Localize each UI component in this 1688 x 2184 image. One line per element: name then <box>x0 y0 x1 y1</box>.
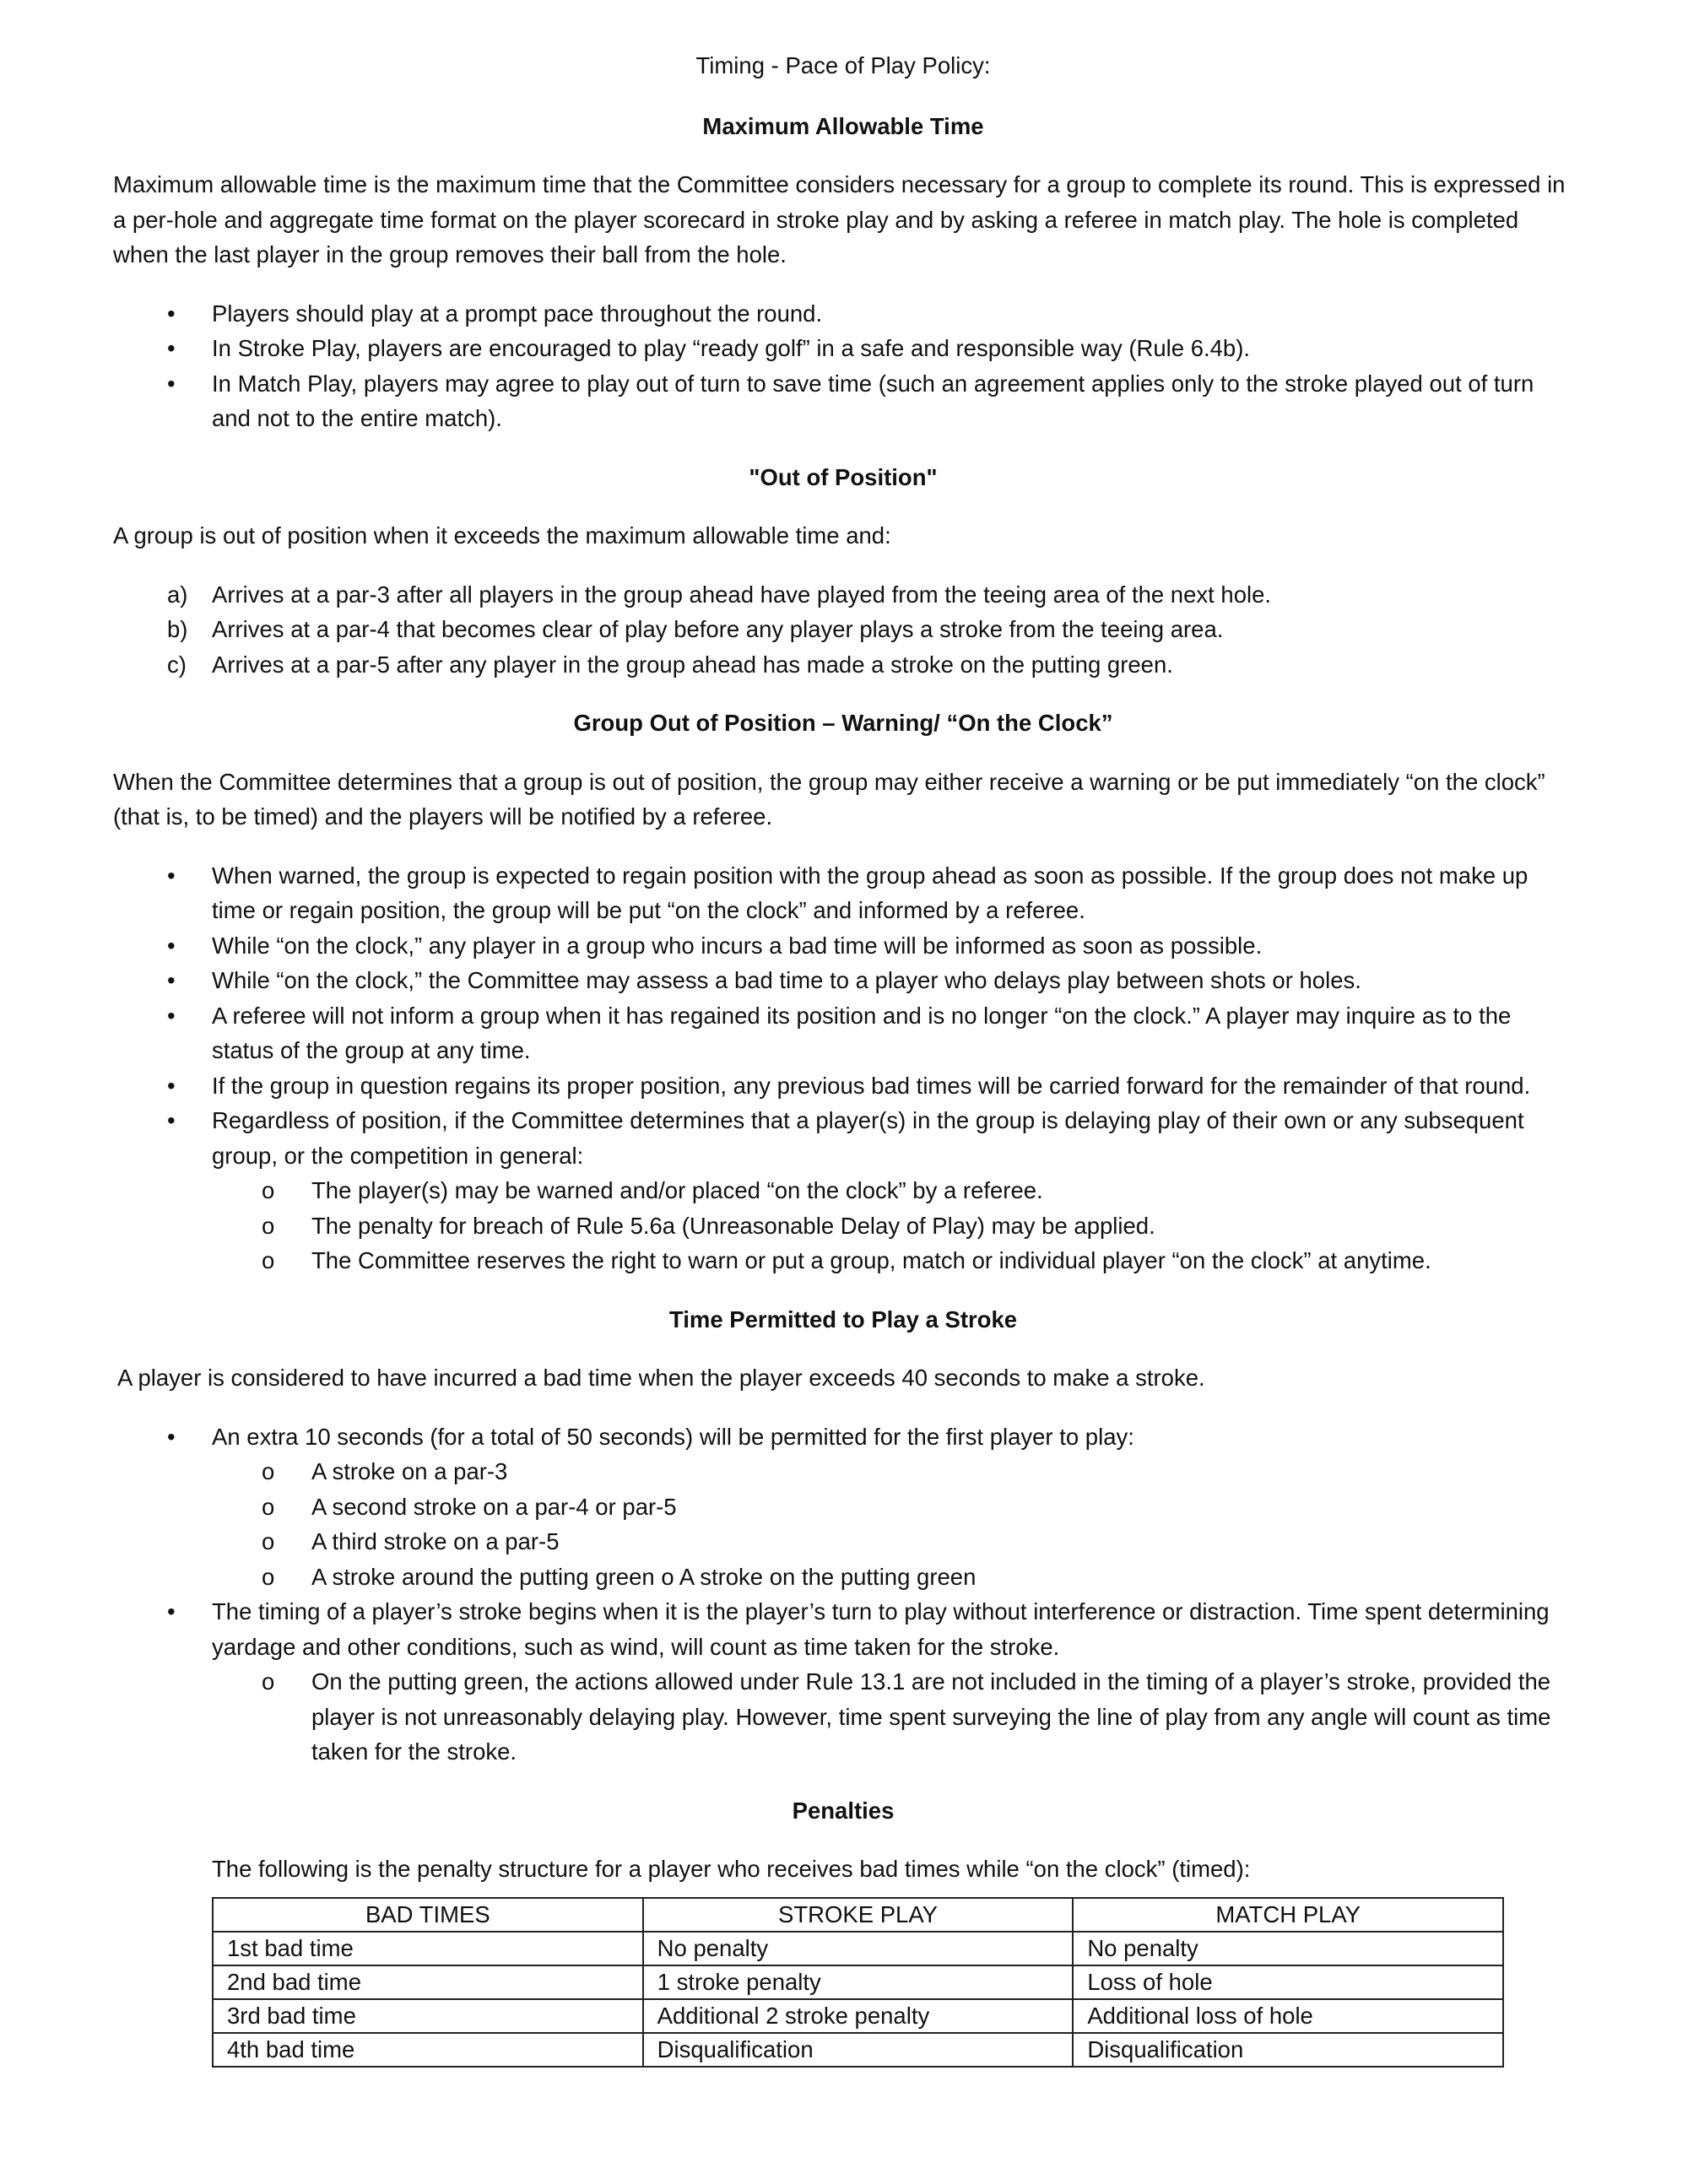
section-paragraph: A group is out of position when it exceeds the maximum allowable time and: <box>113 522 891 549</box>
circle-bullet-icon: o <box>262 1563 275 1590</box>
list-item <box>113 1594 1573 1664</box>
list-item <box>113 331 1573 366</box>
table-cell: 1st bad time <box>213 1932 643 1965</box>
section-penalties <box>113 1793 1573 2068</box>
table-cell: No penalty <box>643 1932 1074 1965</box>
section-heading: Maximum Allowable Time <box>702 112 984 139</box>
list-item-text: Arrives at a par-4 that becomes clear of play before any player plays a stroke from the teeing area. <box>212 616 1224 642</box>
table-cell: Disqualification <box>1073 2033 1503 2067</box>
table-cell: 1 stroke penalty <box>643 1965 1074 1999</box>
bullet-icon: • <box>167 300 176 327</box>
table-row <box>213 1965 1503 1999</box>
section-heading: Penalties <box>792 1797 895 1824</box>
list-item-text: While “on the clock,” the Committee may assess a bad time to a player who delays play between shots or holes. <box>212 967 1361 993</box>
table-cell: Additional loss of hole <box>1073 1999 1503 2033</box>
list-item <box>113 858 1573 928</box>
table-header-row <box>213 1898 1503 1932</box>
section-heading: Time Permitted to Play a Stroke <box>668 1306 1018 1333</box>
document-title: Timing - Pace of Play Policy: <box>695 52 991 78</box>
list-item-text: While “on the clock,” any player in a group who incurs a bad time will be informed as soon as possible. <box>212 932 1263 959</box>
table-cell: 3rd bad time <box>213 1999 643 2033</box>
list-item-text: When warned, the group is expected to regain position with the group ahead as soon as possible. If the group does not make up time or regain position, the group will be put “on the clock” and informed by a referee. <box>212 862 1528 923</box>
section-maximum-allowable-time <box>113 109 1573 436</box>
bullet-icon: • <box>167 1598 176 1624</box>
list-item-text: The player(s) may be warned and/or placed “on the clock” by a referee. <box>311 1177 1043 1203</box>
bullet-list <box>113 1419 1573 1770</box>
section-heading: Group Out of Position – Warning/ “On the Clock” <box>573 710 1113 736</box>
list-item-text: A referee will not inform a group when it has regained its position and is no longer “on the clock.” A player may inquire as to the status of the group at any time. <box>212 1002 1512 1063</box>
list-item-text: A stroke around the putting green o A stroke on the putting green <box>311 1563 977 1590</box>
circle-bullet-icon: o <box>262 1177 275 1203</box>
bullet-icon: • <box>167 967 176 993</box>
list-item-text: If the group in question regains its proper position, any previous bad times will be carried forward for the remainder of that round. <box>212 1072 1531 1099</box>
circle-bullet-icon: o <box>262 1212 275 1239</box>
sub-list-item <box>113 1524 1573 1560</box>
circle-bullet-icon: o <box>262 1493 275 1520</box>
table-cell: Disqualification <box>643 2033 1074 2067</box>
list-marker: a) <box>167 581 188 608</box>
list-item-text: A third stroke on a par-5 <box>311 1528 560 1554</box>
section-time-permitted <box>113 1302 1573 1770</box>
bullet-list <box>113 296 1573 436</box>
list-item <box>113 366 1573 436</box>
bullet-icon: • <box>167 1107 176 1133</box>
section-paragraph: The following is the penalty structure for a player who receives bad times while “on the clock” (timed): <box>212 1856 1251 1882</box>
list-item-text: A stroke on a par-3 <box>311 1458 508 1484</box>
list-item <box>113 296 1573 332</box>
section-paragraph: A player is considered to have incurred a bad time when the player exceeds 40 seconds to make a stroke. <box>117 1365 1205 1391</box>
circle-bullet-icon: o <box>262 1458 275 1484</box>
circle-bullet-icon: o <box>262 1668 275 1695</box>
table-cell: Additional 2 stroke penalty <box>643 1999 1074 2033</box>
section-paragraph: Maximum allowable time is the maximum time that the Committee considers necessary for a group to complete its round. This is expressed in a per-hole and aggregate time format on the player scorecard in stroke play and by asking a referee in match play. The hole is completed when the last player in the group removes their ball from the hole. <box>113 171 1566 268</box>
list-item-text: A second stroke on a par-4 or par-5 <box>311 1493 677 1520</box>
list-item <box>113 647 1573 683</box>
section-paragraph: When the Committee determines that a group is out of position, the group may either receive a warning or be put immediately “on the clock” (that is, to be timed) and the players will be notified by a referee. <box>113 768 1545 830</box>
bullet-list <box>113 858 1573 1279</box>
sub-list-item <box>113 1489 1573 1525</box>
document-page <box>113 48 1573 2068</box>
list-item-text: Arrives at a par-3 after all players in the group ahead have played from the teeing area of the next hole. <box>212 581 1272 608</box>
list-item-text: On the putting green, the actions allowed under Rule 13.1 are not included in the timing of a player’s stroke, provided the player is not unreasonably delaying play. However, time spent surveying the line of play from any angle will count as time taken for the stroke. <box>311 1668 1551 1765</box>
section-warning-on-the-clock <box>113 705 1573 1279</box>
list-item-text: In Match Play, players may agree to play out of turn to save time (such an agreement applies only to the stroke played out of turn and not to the entire match). <box>212 370 1534 431</box>
sub-list-item <box>113 1664 1573 1770</box>
list-item <box>113 1419 1573 1455</box>
table-cell: 4th bad time <box>213 2033 643 2067</box>
list-item-text: An extra 10 seconds (for a total of 50 seconds) will be permitted for the first player to play: <box>212 1423 1134 1450</box>
table-row <box>213 1999 1503 2033</box>
list-item <box>113 928 1573 964</box>
list-item-text: The Committee reserves the right to warn or put a group, match or individual player “on the clock” at anytime. <box>311 1247 1431 1273</box>
column-header: MATCH PLAY <box>1073 1898 1503 1932</box>
table-row <box>213 1932 1503 1965</box>
section-heading: "Out of Position" <box>749 463 938 490</box>
sub-list-item <box>113 1243 1573 1279</box>
list-item-text: Players should play at a prompt pace throughout the round. <box>212 300 823 327</box>
list-item <box>113 1103 1573 1173</box>
table-cell: Loss of hole <box>1073 1965 1503 1999</box>
list-item-text: The timing of a player’s stroke begins when it is the player’s turn to play without interference or distraction. Time spent determining yardage and other conditions, such as wind, will count as time taken for the stroke. <box>212 1598 1550 1660</box>
column-header: BAD TIMES <box>213 1898 643 1932</box>
list-item-text: Regardless of position, if the Committee determines that a player(s) in the group is delaying play of their own or any subsequent group, or the competition in general: <box>212 1107 1524 1169</box>
bullet-icon: • <box>167 1072 176 1099</box>
lettered-list <box>113 577 1573 683</box>
list-marker: c) <box>167 651 187 678</box>
bullet-icon: • <box>167 335 176 361</box>
list-item-text: The penalty for breach of Rule 5.6a (Unreasonable Delay of Play) may be applied. <box>311 1212 1155 1239</box>
list-marker: b) <box>167 616 188 642</box>
bullet-icon: • <box>167 370 176 397</box>
column-header: STROKE PLAY <box>643 1898 1074 1932</box>
sub-list-item <box>113 1208 1573 1244</box>
bullet-icon: • <box>167 1002 176 1029</box>
list-item-text: Arrives at a par-5 after any player in the group ahead has made a stroke on the putting green. <box>212 651 1173 678</box>
bullet-icon: • <box>167 1423 176 1450</box>
penalty-table <box>212 1897 1504 2068</box>
sub-list-item <box>113 1173 1573 1208</box>
list-item <box>113 577 1573 613</box>
sub-list-item <box>113 1560 1573 1595</box>
circle-bullet-icon: o <box>262 1528 275 1554</box>
list-item-text: In Stroke Play, players are encouraged to play “ready golf” in a safe and responsible way (Rule 6.4b). <box>212 335 1251 361</box>
list-item <box>113 1068 1573 1104</box>
list-item <box>113 612 1573 647</box>
circle-bullet-icon: o <box>262 1247 275 1273</box>
table-row <box>213 2033 1503 2067</box>
bullet-icon: • <box>167 862 176 889</box>
bullet-icon: • <box>167 932 176 959</box>
list-item <box>113 963 1573 998</box>
sub-list-item <box>113 1454 1573 1489</box>
table-cell: No penalty <box>1073 1932 1503 1965</box>
list-item <box>113 998 1573 1068</box>
table-cell: 2nd bad time <box>213 1965 643 1999</box>
section-out-of-position <box>113 460 1573 683</box>
